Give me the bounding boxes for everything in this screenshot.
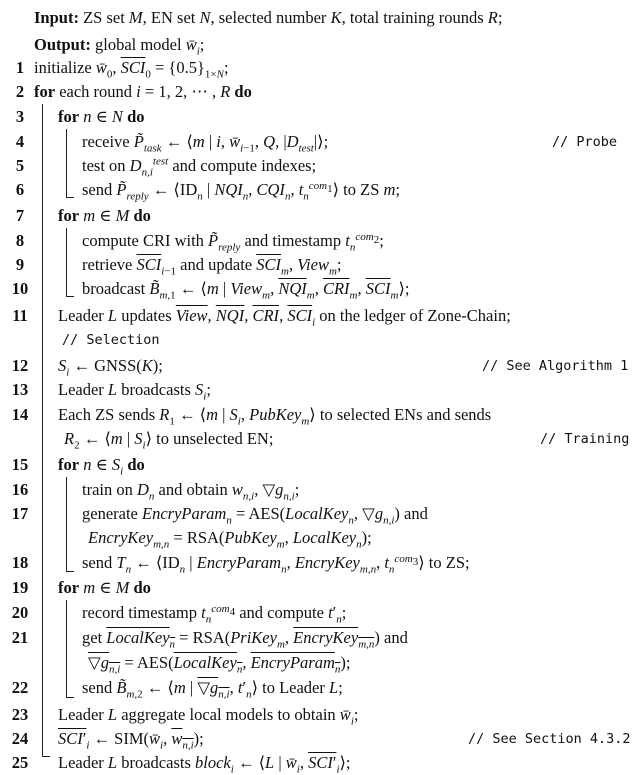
loop-foot-3 bbox=[66, 197, 74, 198]
comment-see-section: // See Section 4.3.2 bbox=[468, 731, 631, 747]
comment-probe: // Probe bbox=[552, 134, 618, 150]
loop-bar-3 bbox=[66, 129, 67, 197]
loop-foot-19 bbox=[66, 697, 74, 698]
loop-bar-15 bbox=[66, 477, 67, 571]
loop-foot-15 bbox=[66, 571, 74, 572]
comment-see-algorithm-1: // See Algorithm 1 bbox=[482, 358, 629, 374]
comment-training: // Training bbox=[540, 431, 630, 447]
loop-bar-outer bbox=[42, 104, 43, 756]
loop-foot-outer bbox=[42, 756, 50, 757]
output-label: Output: bbox=[34, 35, 91, 54]
loop-foot-7 bbox=[66, 296, 74, 297]
comment-selection: // Selection bbox=[62, 332, 160, 348]
input-label: Input: bbox=[34, 8, 79, 27]
loop-bar-19 bbox=[66, 600, 67, 697]
loop-bar-7 bbox=[66, 228, 67, 296]
